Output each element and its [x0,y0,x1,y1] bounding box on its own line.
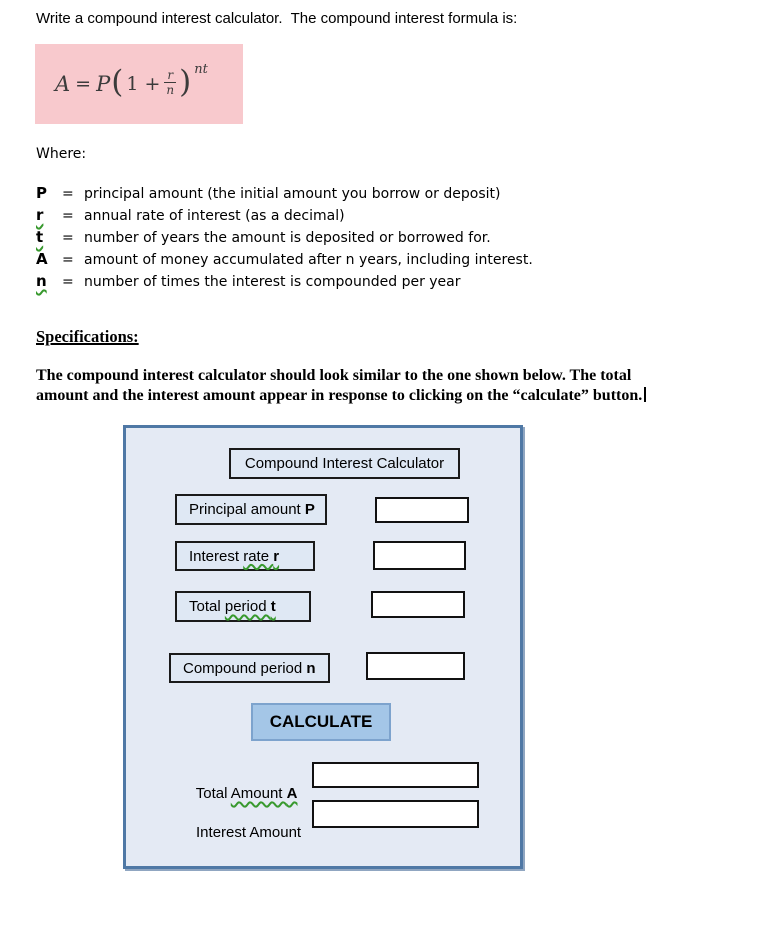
variable-description: number of times the interest is compounded per year [84,274,461,290]
formula-principal: P [96,72,111,96]
total-period-input[interactable] [371,591,465,618]
specifications-line-2: amount and the interest amount appear in response to clicking on the “calculate” button. [36,386,646,406]
variable-definition-r [36,206,533,228]
interest-amount-label: Interest Amount [196,824,302,841]
equals-sign: = [62,252,74,268]
principal-amount-input[interactable] [375,497,469,523]
formula-fraction [164,69,176,98]
variable-symbol: t [36,228,44,246]
formula-equals: = [75,73,92,95]
formula-numerator: r [164,69,176,84]
variable-symbol: n [36,272,47,290]
calculate-button[interactable]: CALCULATE [251,703,391,741]
variable-description: annual rate of interest (as a decimal) [84,208,345,224]
variable-definition-A [36,250,533,272]
equals-sign: = [62,186,74,202]
total-amount-output[interactable] [312,762,479,788]
interest-rate-label: Interest rate r [175,541,315,571]
compound-period-label: Compound period n [169,653,330,683]
variable-definition-P [36,184,533,206]
calculator-title: Compound Interest Calculator [229,448,460,479]
specifications-heading: Specifications: [36,327,139,346]
variable-definitions [36,184,533,294]
variable-symbol: A [36,250,48,268]
variable-description: number of years the amount is deposited or borrowed for. [84,230,491,246]
variable-symbol: r [36,206,44,224]
equals-sign: = [62,208,74,224]
variable-definition-n [36,272,533,294]
formula-open-paren: ( [111,63,124,100]
formula-highlight-box [35,44,243,124]
specifications-paragraph [36,366,646,406]
variable-description: principal amount (the initial amount you borrow or deposit) [84,186,501,202]
principal-amount-label: Principal amount P [175,494,327,525]
equals-sign: = [62,274,74,290]
calculator-mockup [123,425,523,869]
variable-definition-t [36,228,533,250]
variable-description: amount of money accumulated after n years, including interest. [84,252,533,268]
formula-denominator: n [166,83,175,98]
interest-amount-output[interactable] [312,800,479,828]
interest-rate-input[interactable] [373,541,466,570]
total-amount-label: Total Amount A [195,785,298,802]
formula-one-plus: 1 + [126,73,161,95]
variable-symbol: P [36,184,47,202]
formula-close-paren: ) [179,63,192,100]
formula-exponent: nt [194,61,208,77]
text-cursor [644,387,646,402]
formula-lhs: A [55,72,71,96]
intro-text: Write a compound interest calculator. The compound interest formula is: [36,10,518,27]
specifications-line-1: The compound interest calculator should look similar to the one shown below. The total [36,367,632,384]
compound-period-input[interactable] [366,652,465,680]
where-label: Where: [36,146,87,162]
total-period-label: Total period t [175,591,311,622]
equals-sign: = [62,230,74,246]
